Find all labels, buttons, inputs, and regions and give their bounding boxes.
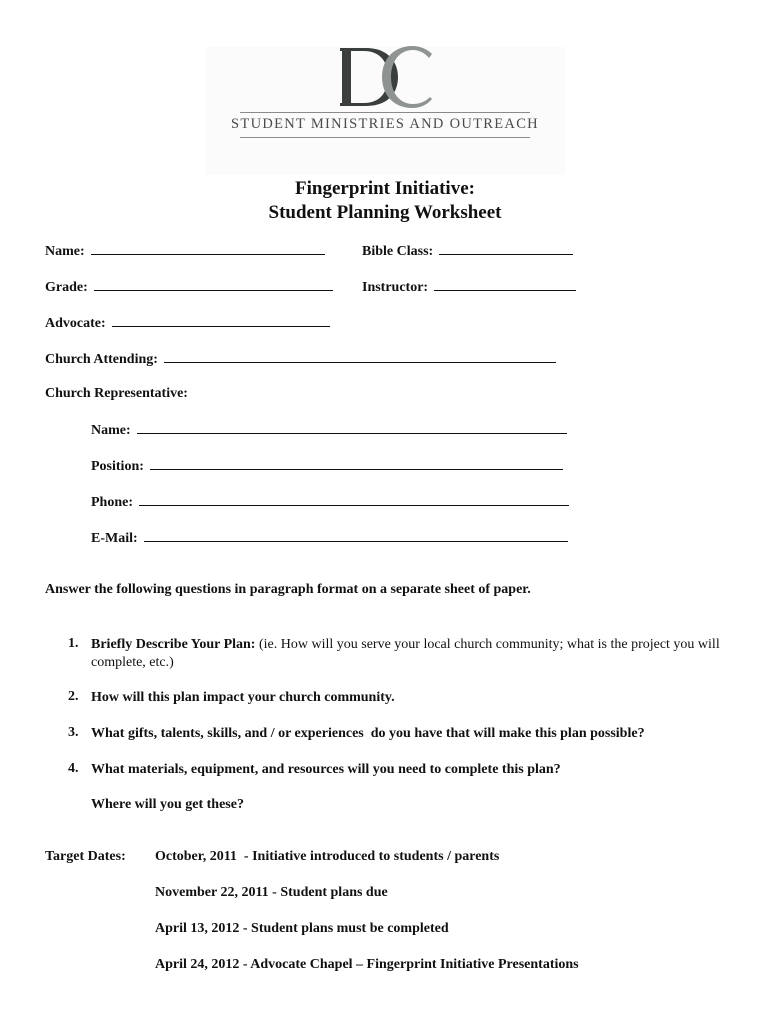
bible-class-field[interactable] <box>362 242 573 260</box>
logo-rule-top <box>240 112 530 113</box>
advocate-label: Advocate: <box>45 316 106 331</box>
question-3-number: 3. <box>68 725 79 740</box>
instructions: Answer the following questions in paragraph format on a separate sheet of paper. <box>45 582 531 597</box>
target-date-item: April 13, 2012 - Student plans must be completed <box>155 921 449 936</box>
logo-rule-bottom <box>240 137 530 138</box>
grade-field[interactable] <box>45 278 333 296</box>
rep-position-label: Position: <box>91 459 144 474</box>
question-2: How will this plan impact your church community. <box>91 690 395 705</box>
bible-class-label: Bible Class: <box>362 244 434 259</box>
instructor-field[interactable] <box>362 278 576 296</box>
rep-position-blank[interactable] <box>150 457 563 470</box>
church-representative-heading: Church Representative: <box>45 386 188 401</box>
question-1-text: (ie. How will you serve your local church community; what is the project you will complete, etc.) <box>91 637 720 670</box>
question-2-number: 2. <box>68 689 79 704</box>
question-3: What gifts, talents, skills, and / or experiences do you have that will make this plan possible? <box>91 726 645 741</box>
question-4-number: 4. <box>68 761 79 776</box>
question-4: What materials, equipment, and resources will you need to complete this plan? <box>91 762 561 777</box>
rep-email-field[interactable] <box>91 529 568 547</box>
advocate-field[interactable] <box>45 314 330 332</box>
title-line-1: Fingerprint Initiative: <box>295 178 475 199</box>
title-line-2: Student Planning Worksheet <box>268 202 502 223</box>
target-date-item: April 24, 2012 - Advocate Chapel – Fingerprint Initiative Presentations <box>155 957 579 972</box>
grade-blank[interactable] <box>94 278 333 291</box>
rep-phone-field[interactable] <box>91 493 569 511</box>
rep-name-field[interactable] <box>91 421 567 439</box>
target-date-item: October, 2011 - Initiative introduced to students / parents <box>155 849 500 864</box>
rep-name-label: Name: <box>91 423 131 438</box>
grade-label: Grade: <box>45 280 88 295</box>
rep-email-label: E-Mail: <box>91 531 138 546</box>
instructor-label: Instructor: <box>362 280 429 295</box>
rep-name-blank[interactable] <box>137 421 567 434</box>
question-1-bold: Briefly Describe Your Plan: <box>91 637 256 652</box>
name-field[interactable] <box>45 242 325 260</box>
organization-name: STUDENT MINISTRIES AND OUTREACH <box>231 116 539 132</box>
bible-class-blank[interactable] <box>439 242 573 255</box>
question-1-number: 1. <box>68 636 79 651</box>
rep-phone-blank[interactable] <box>139 493 569 506</box>
target-dates-label: Target Dates: <box>45 849 126 864</box>
name-blank[interactable] <box>91 242 325 255</box>
name-label: Name: <box>45 244 85 259</box>
question-4-followup: Where will you get these? <box>91 797 244 812</box>
instructor-blank[interactable] <box>434 278 576 291</box>
church-attending-field[interactable] <box>45 350 556 368</box>
question-1 <box>91 636 731 672</box>
church-attending-label: Church Attending: <box>45 352 158 367</box>
target-date-item: November 22, 2011 - Student plans due <box>155 885 388 900</box>
advocate-blank[interactable] <box>112 314 330 327</box>
rep-position-field[interactable] <box>91 457 563 475</box>
dc-monogram-logo <box>336 44 436 112</box>
rep-phone-label: Phone: <box>91 495 133 510</box>
rep-email-blank[interactable] <box>144 529 568 542</box>
church-attending-blank[interactable] <box>164 350 556 363</box>
